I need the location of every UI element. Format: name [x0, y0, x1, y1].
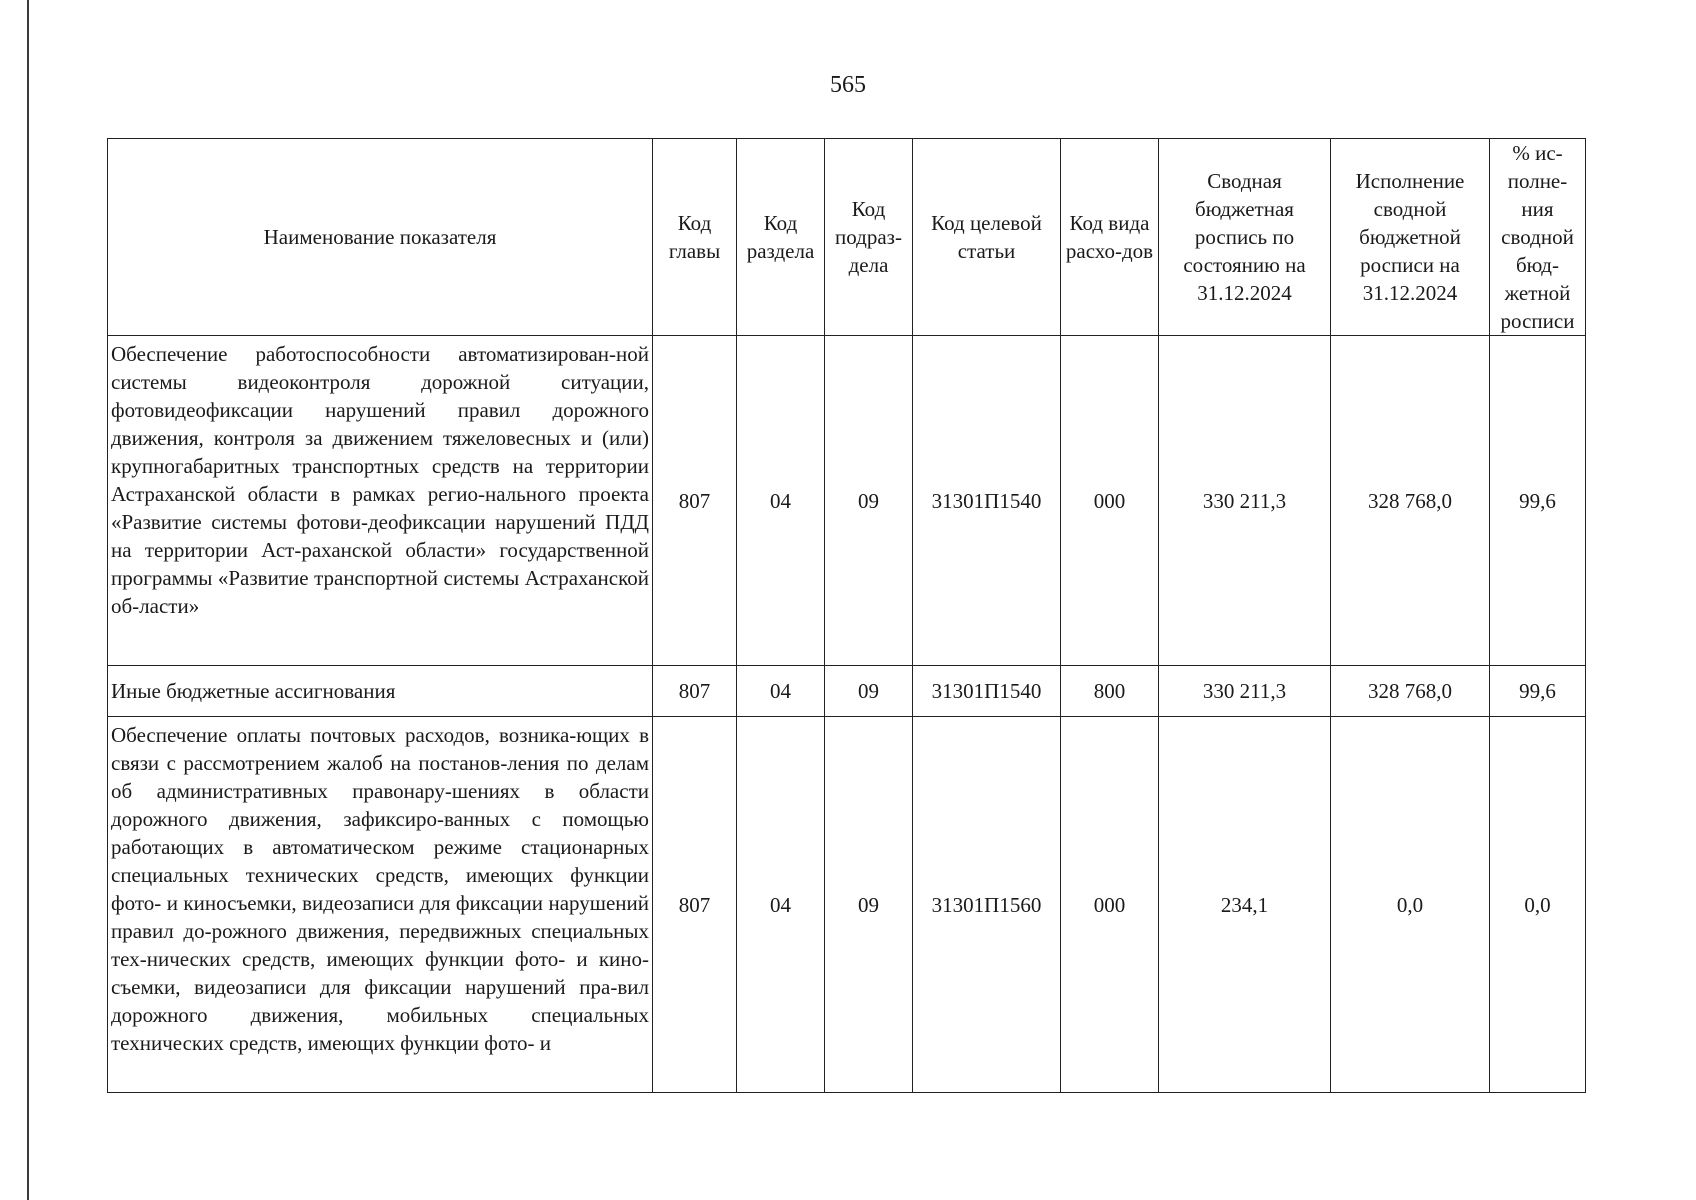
header-rospis: Сводная бюджетная роспись по состоянию на 31.12.2024 — [1159, 139, 1331, 336]
table-row — [108, 666, 1586, 717]
row-razdel: 04 — [737, 666, 825, 717]
row-percent: 0,0 — [1490, 717, 1586, 1093]
table-row — [108, 336, 1586, 666]
page-number: 565 — [830, 72, 866, 98]
row-vid: 000 — [1061, 336, 1159, 666]
header-ispolnenie: Исполнение сводной бюджетной росписи на 31.12.2024 — [1331, 139, 1490, 336]
header-glava: Код главы — [653, 139, 737, 336]
table-row — [108, 717, 1586, 1093]
row-ispolnenie: 328 768,0 — [1331, 336, 1490, 666]
row-name: Обеспечение работоспособности автоматизирован-ной системы видеоконтроля дорожной ситуации, фотовидеофиксации нарушений правил дорожного движения, контроля за движением тяжеловесных и (или) крупногабаритных транспортных средств на территории Астраханской области в рамках регио-нального проекта «Развитие системы фотови-деофиксации нарушений ПДД на территории Аст-раханской области» государственной программы «Развитие транспортной системы Астраханской об-ласти» — [108, 336, 653, 666]
row-glava: 807 — [653, 336, 737, 666]
row-percent: 99,6 — [1490, 336, 1586, 666]
row-razdel: 04 — [737, 717, 825, 1093]
row-celevaya: 31301П1560 — [913, 717, 1061, 1093]
row-ispolnenie: 0,0 — [1331, 717, 1490, 1093]
row-vid: 800 — [1061, 666, 1159, 717]
header-percent: % ис-полне-ния сводной бюд-жетной росписи — [1490, 139, 1586, 336]
row-glava: 807 — [653, 666, 737, 717]
header-vid: Код вида расхо-дов — [1061, 139, 1159, 336]
left-margin-line — [27, 0, 29, 1200]
row-rospis: 330 211,3 — [1159, 666, 1331, 717]
row-vid: 000 — [1061, 717, 1159, 1093]
row-glava: 807 — [653, 717, 737, 1093]
row-percent: 99,6 — [1490, 666, 1586, 717]
header-podrazdel: Код подраз-дела — [825, 139, 913, 336]
row-rospis: 234,1 — [1159, 717, 1331, 1093]
header-celevaya: Код целевой статьи — [913, 139, 1061, 336]
budget-table — [107, 138, 1586, 1093]
row-rospis: 330 211,3 — [1159, 336, 1331, 666]
row-podrazdel: 09 — [825, 717, 913, 1093]
row-name: Иные бюджетные ассигнования — [108, 666, 653, 717]
row-podrazdel: 09 — [825, 336, 913, 666]
row-ispolnenie: 328 768,0 — [1331, 666, 1490, 717]
row-name: Обеспечение оплаты почтовых расходов, возника-ющих в связи с рассмотрением жалоб на постанов-ления по делам об административных правонару-шениях в области дорожного движения, зафиксиро-ванных с помощью работающих в автоматическом режиме стационарных специальных технических средств, имеющих функции фото- и киносъемки, видеозаписи для фиксации нарушений правил до-рожного движения, передвижных специальных тех-нических средств, имеющих функции фото- и кино-съемки, видеозаписи для фиксации нарушений пра-вил дорожного движения, мобильных специальных технических средств, имеющих функции фото- и — [108, 717, 653, 1093]
row-razdel: 04 — [737, 336, 825, 666]
header-razdel: Код раздела — [737, 139, 825, 336]
header-name: Наименование показателя — [108, 139, 653, 336]
row-podrazdel: 09 — [825, 666, 913, 717]
row-celevaya: 31301П1540 — [913, 666, 1061, 717]
row-celevaya: 31301П1540 — [913, 336, 1061, 666]
table-header-row — [108, 139, 1586, 336]
